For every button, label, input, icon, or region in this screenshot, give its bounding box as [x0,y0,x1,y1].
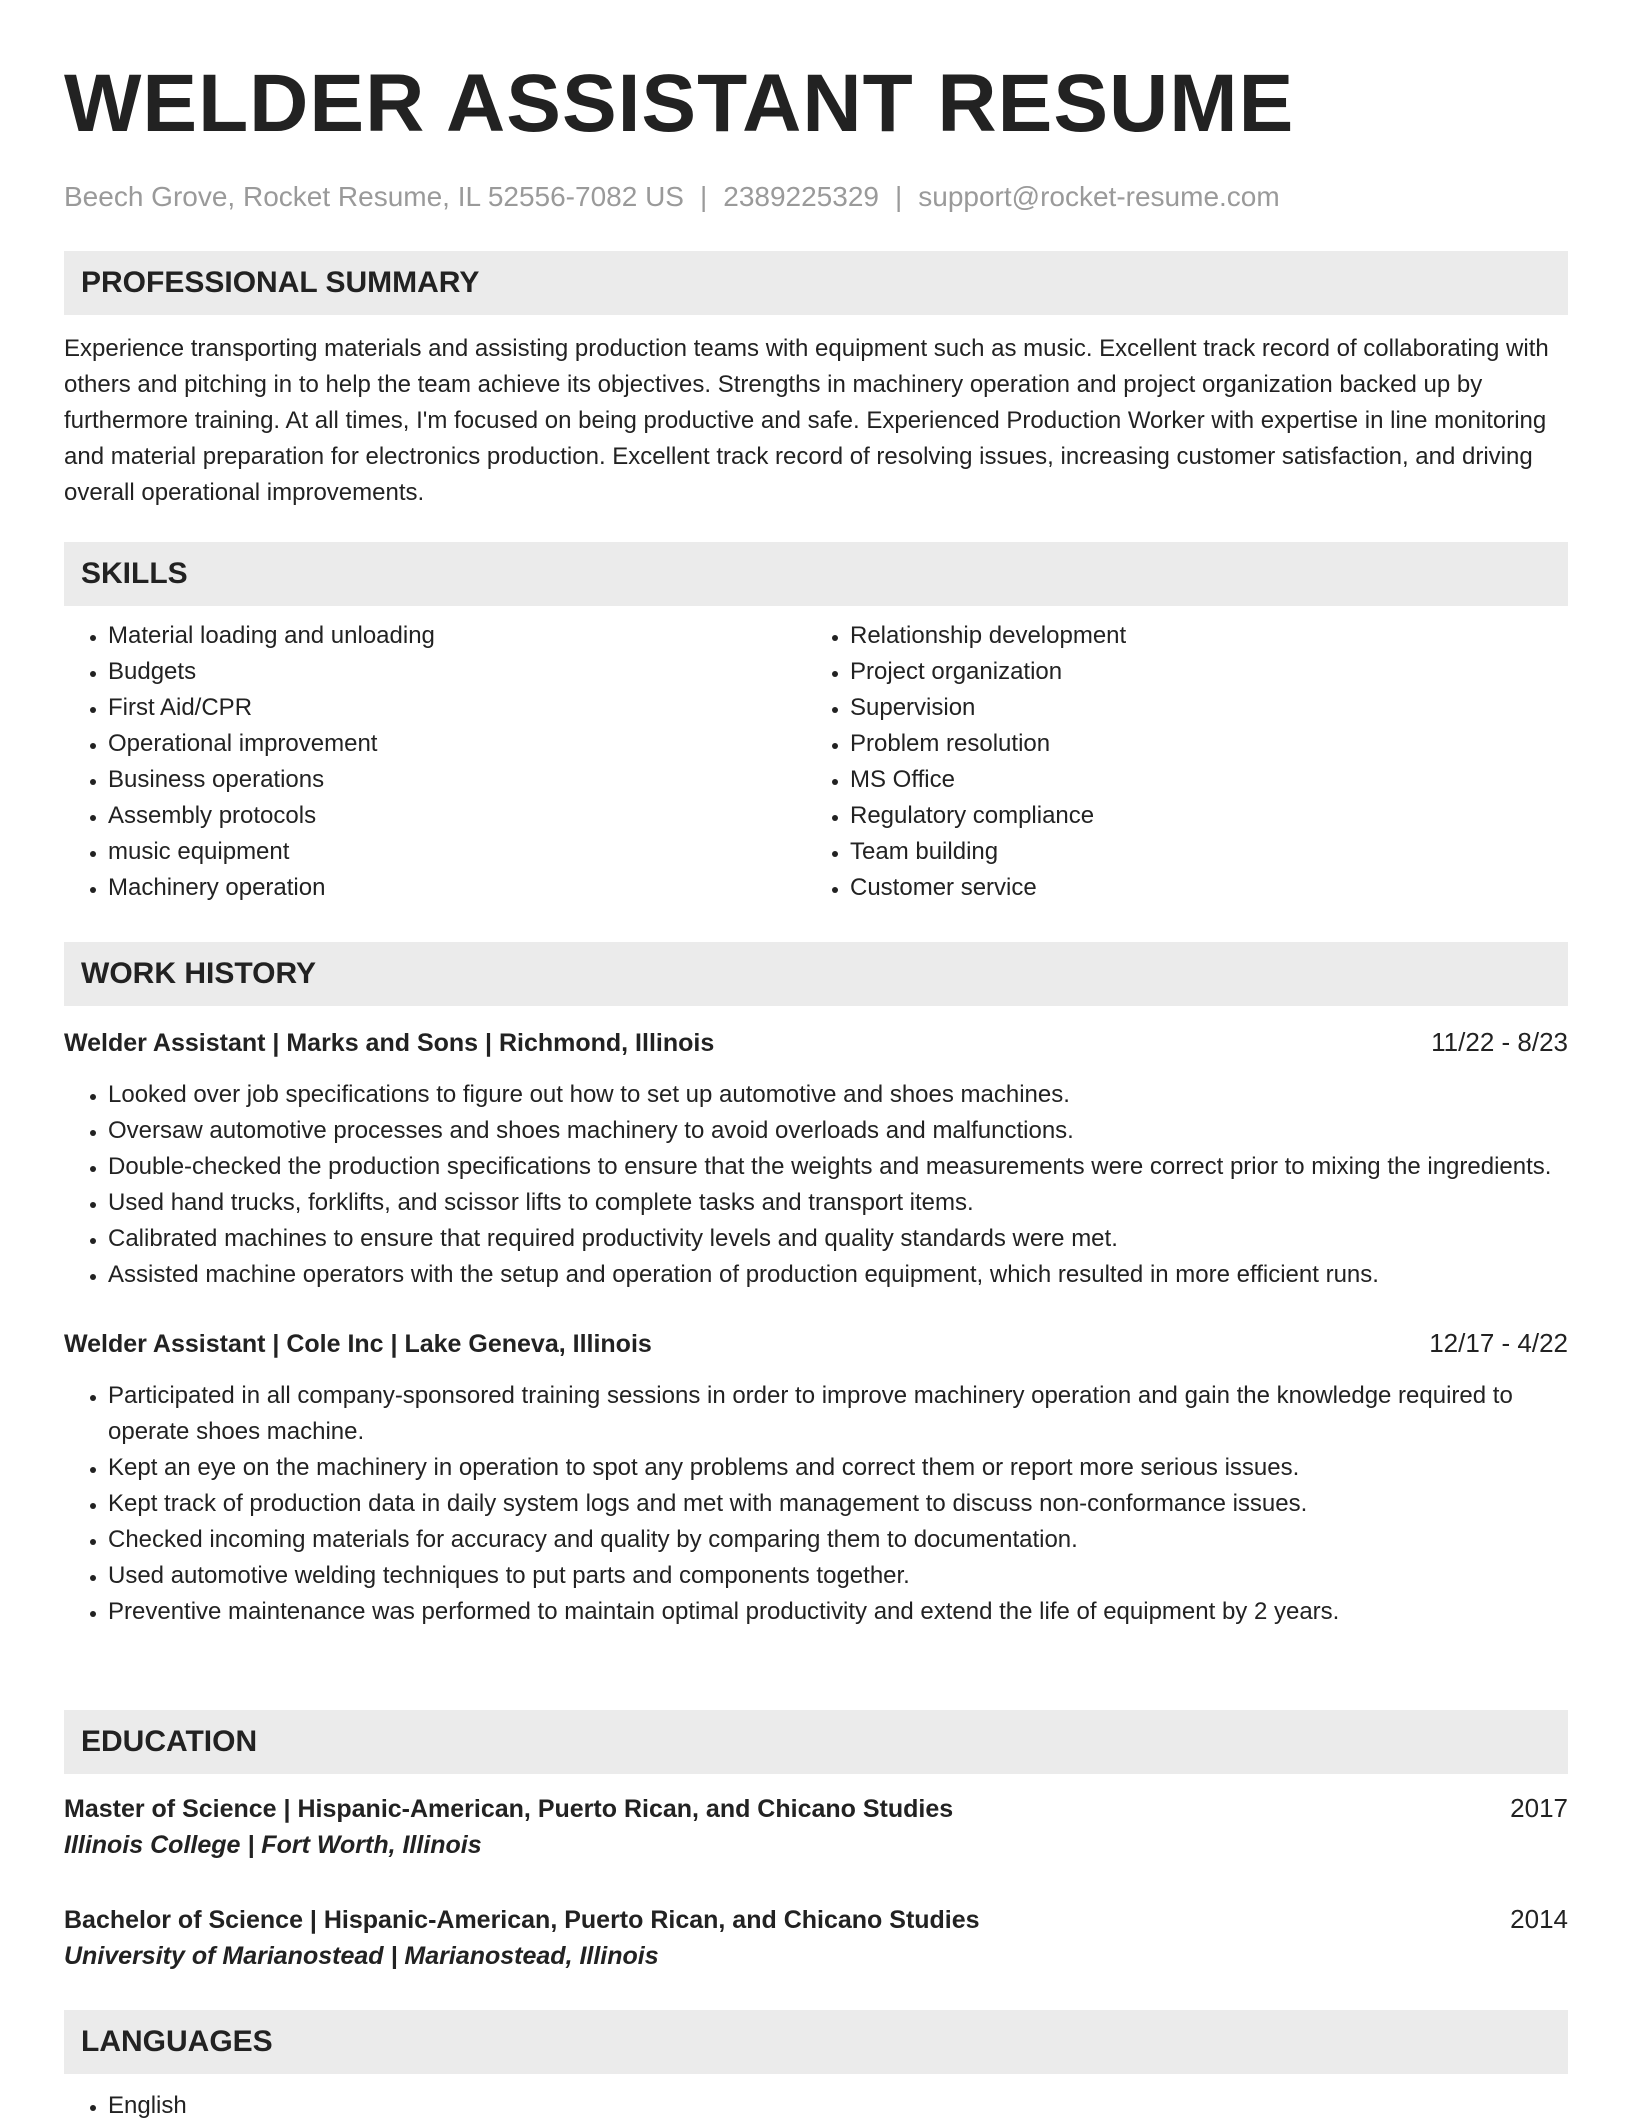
job-duty-item: • Assisted machine operators with the setup and operation of production equipment, which resulted in more efficient runs. [108,1257,1568,1293]
education-school: Illinois College | Fort Worth, Illinois [64,1831,482,1859]
skill-item: • Business operations [108,762,806,798]
skills-column-left [64,618,806,906]
job-duty-item: • Kept track of production data in daily system logs and met with management to discuss non-conformance issues. [108,1486,1568,1522]
job-duty-item: • Kept an eye on the machinery in operation to spot any problems and correct them or report more serious issues. [108,1450,1568,1486]
skill-item: • Problem resolution [850,726,1548,762]
contact-separator: | [699,181,708,212]
job-duty-item: • Calibrated machines to ensure that required productivity levels and quality standards were met. [108,1221,1568,1257]
job-duties [64,1077,1568,1293]
skill-item: • First Aid/CPR [108,690,806,726]
job-dates: 11/22 - 8/23 [1431,1027,1568,1057]
job-header [64,1325,1568,1362]
contact-separator: | [894,181,903,212]
resume-title: WELDER ASSISTANT RESUME [64,58,1295,149]
job-duty-item: • Participated in all company-sponsored training sessions in order to improve machinery operation and gain the knowledge required to operate shoes machine. [108,1378,1568,1450]
section-heading-summary: PROFESSIONAL SUMMARY [64,251,1568,315]
skill-item: • Machinery operation [108,870,806,906]
skill-item: • Regulatory compliance [850,798,1548,834]
job-duty-item: • Double-checked the production specifications to ensure that the weights and measurements were correct prior to mixing the ingredients. [108,1149,1568,1185]
skill-item: • MS Office [850,762,1548,798]
skill-item: • Team building [850,834,1548,870]
education-section [64,1710,1568,1974]
job-duty-item: • Used hand trucks, forklifts, and scissor lifts to complete tasks and transport items. [108,1185,1568,1221]
language-item: • English [108,2088,1568,2124]
skill-item: • Operational improvement [108,726,806,762]
skills-list-left [64,618,806,906]
skills-list-right [806,618,1548,906]
contact-line [64,180,1568,214]
section-heading-work-history: WORK HISTORY [64,942,1568,1006]
skill-item: • Budgets [108,654,806,690]
work-history-section [64,942,1568,1630]
job-dates: 12/17 - 4/22 [1429,1328,1568,1358]
skill-item: • Relationship development [850,618,1548,654]
contact-email: support@rocket-resume.com [918,181,1280,212]
job-duty-item: • Checked incoming materials for accuracy and quality by comparing them to documentation. [108,1522,1568,1558]
education-school: University of Marianostead | Marianostead, Illinois [64,1942,659,1970]
education-year: 2014 [1510,1904,1568,1934]
resume-page [64,0,1568,2119]
skills-section [64,542,1568,906]
skill-item: • Customer service [850,870,1548,906]
education-entry [64,1901,1568,1974]
skill-item: • Supervision [850,690,1548,726]
job-duty-item: • Used automotive welding techniques to put parts and components together. [108,1558,1568,1594]
job-entry [64,1325,1568,1630]
education-header [64,1790,1568,1827]
job-duty-item: • Oversaw automotive processes and shoes machinery to avoid overloads and malfunctions. [108,1113,1568,1149]
education-year: 2017 [1510,1793,1568,1823]
skills-grid [64,618,1568,906]
job-title: Welder Assistant | Marks and Sons | Richmond, Illinois [64,1029,715,1057]
skills-column-right [806,618,1548,906]
section-heading-languages: LANGUAGES [64,2010,1568,2074]
job-duty-item: • Looked over job specifications to figure out how to set up automotive and shoes machines. [108,1077,1568,1113]
job-header [64,1024,1568,1061]
summary-text: Experience transporting materials and assisting production teams with equipment such as music. Excellent track record of collaborating with others and pitching in to help the team achieve its objectives. Strengths in machinery operation and project organization backed up by furthermore training. At all times, I'm focused on being productive and safe. Experienced Production Worker with expertise in line monitoring and material preparation for electronics production. Excellent track record of resolving issues, increasing customer satisfaction, and driving overall operational improvements. [64,335,1549,506]
languages-list [64,2088,1568,2124]
skill-item: • Material loading and unloading [108,618,806,654]
skill-item: • music equipment [108,834,806,870]
education-degree: Master of Science | Hispanic-American, Puerto Rican, and Chicano Studies [64,1795,954,1823]
education-entry [64,1790,1568,1863]
job-duties [64,1378,1568,1630]
section-heading-education: EDUCATION [64,1710,1568,1774]
job-title: Welder Assistant | Cole Inc | Lake Geneva, Illinois [64,1330,652,1358]
education-header [64,1901,1568,1938]
summary-section [64,251,1568,511]
contact-phone: 2389225329 [723,181,879,212]
contact-address: Beech Grove, Rocket Resume, IL 52556-7082 US [64,181,684,212]
skill-item: • Project organization [850,654,1548,690]
job-entry [64,1024,1568,1293]
education-degree: Bachelor of Science | Hispanic-American, Puerto Rican, and Chicano Studies [64,1906,980,1934]
languages-section [64,2010,1568,2124]
job-duty-item: • Preventive maintenance was performed to maintain optimal productivity and extend the life of equipment by 2 years. [108,1594,1568,1630]
skill-item: • Assembly protocols [108,798,806,834]
section-heading-skills: SKILLS [64,542,1568,606]
